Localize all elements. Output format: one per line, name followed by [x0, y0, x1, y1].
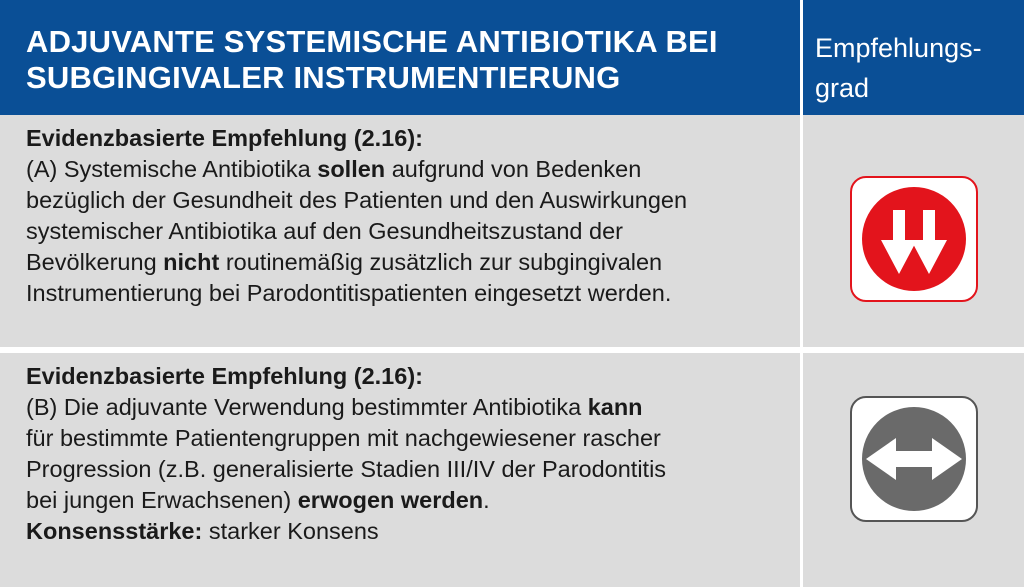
double-down-arrow-icon — [850, 176, 978, 302]
text-span: . — [483, 487, 490, 513]
table-header — [0, 0, 1024, 115]
column-divider — [800, 353, 803, 587]
recommendation-text-a — [26, 123, 796, 309]
header-divider — [800, 0, 803, 115]
consensus-label: Konsensstärke: — [26, 518, 203, 544]
table-row-b — [0, 353, 1024, 587]
bold-text: kann — [587, 394, 643, 420]
left-right-arrow-icon — [850, 396, 978, 522]
text-line — [26, 154, 796, 185]
bold-text: erwogen werden — [297, 487, 484, 513]
recommendation-text-b — [26, 361, 796, 547]
left-right-arrow-graphic — [852, 398, 976, 520]
text-line — [26, 392, 796, 423]
text-span: bei jungen Erwachsenen) — [26, 487, 298, 513]
table-row-a — [0, 115, 1024, 347]
text-span: Bevölkerung — [26, 249, 164, 275]
text-line — [26, 485, 796, 516]
double-down-arrow-graphic — [852, 178, 976, 300]
recommendation-heading: Evidenzbasierte Empfehlung (2.16): — [26, 125, 423, 151]
text-line: bezüglich der Gesundheit des Patienten und den Auswirkungen — [26, 187, 688, 213]
recommendation-heading: Evidenzbasierte Empfehlung (2.16): — [26, 363, 423, 389]
bold-text: nicht — [163, 249, 220, 275]
column-divider — [800, 115, 803, 347]
bold-text: sollen — [317, 156, 386, 182]
text-span: routinemäßig zusätzlich zur subgingivalen — [219, 249, 663, 275]
text-span: aufgrund von Bedenken — [385, 156, 642, 182]
text-line: für bestimmte Patientengruppen mit nachgewiesener rascher — [26, 425, 661, 451]
table-title — [26, 24, 786, 96]
consensus-value: starker Konsens — [202, 518, 379, 544]
title-line-1: ADJUVANTE SYSTEMISCHE ANTIBIOTIKA BEI — [26, 24, 718, 59]
title-line-2: SUBGINGIVALER INSTRUMENTIERUNG — [26, 60, 621, 95]
text-span: (B) Die adjuvante Verwendung bestimmter Antibiotika — [26, 394, 588, 420]
text-line: systemischer Antibiotika auf den Gesundheitszustand der — [26, 218, 623, 244]
grade-column-header: Empfehlungs- grad — [815, 33, 982, 103]
text-line: Progression (z.B. generalisierte Stadien III/IV der Parodontitis — [26, 456, 667, 482]
text-span: (A) Systemische Antibiotika — [26, 156, 318, 182]
text-line: Instrumentierung bei Parodontitispatienten eingesetzt werden. — [26, 280, 672, 306]
text-line — [26, 247, 796, 278]
consensus-line — [26, 516, 796, 547]
